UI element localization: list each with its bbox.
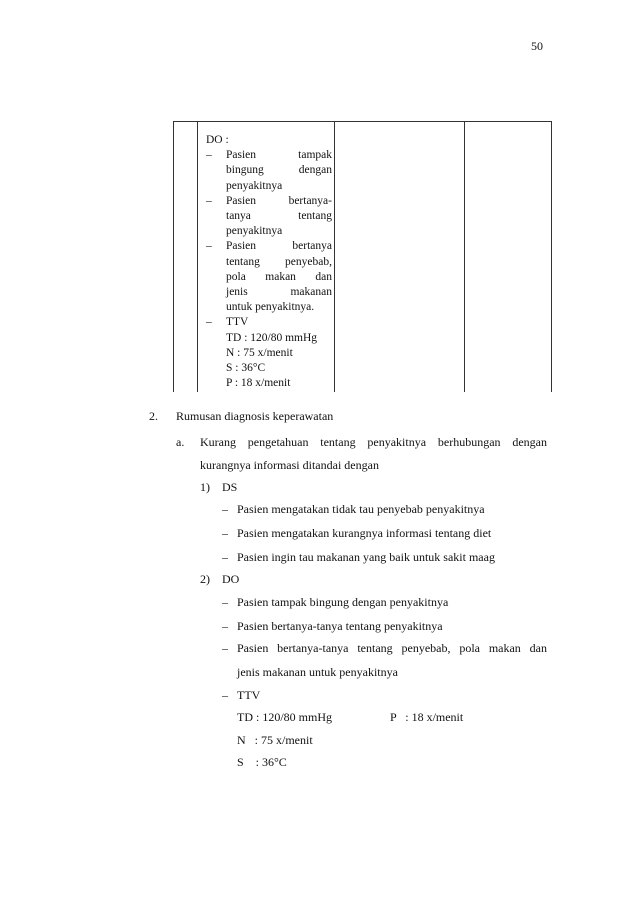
do-item: Pasien bertanya-tanya tentang penyakitnya bbox=[237, 619, 443, 633]
section-number: 2. bbox=[149, 409, 158, 423]
list-dash: – bbox=[222, 595, 228, 609]
ds-item: Pasien mengatakan kurangnya informasi tentang diet bbox=[237, 526, 492, 540]
table-top-border bbox=[173, 121, 552, 122]
do-label: DO bbox=[222, 572, 240, 586]
table-divider-1 bbox=[197, 121, 198, 392]
list-dash: – bbox=[222, 619, 228, 633]
ds-item: Pasien ingin tau makanan yang baik untuk sakit maag bbox=[237, 550, 495, 564]
list-dash: – bbox=[222, 550, 228, 564]
ttv-n: N : 75 x/menit bbox=[237, 733, 313, 747]
list-dash: – bbox=[222, 641, 228, 655]
do-item: – Pasien bertanya- tanya tentang penyakitnya bbox=[206, 194, 332, 238]
table-divider-3 bbox=[464, 121, 465, 392]
ds-number: 1) bbox=[200, 480, 210, 494]
list-dash: – bbox=[222, 688, 228, 702]
assessment-table bbox=[173, 121, 552, 392]
do-number: 2) bbox=[200, 572, 210, 586]
ds-item: Pasien mengatakan tidak tau penyebab penyakitnya bbox=[237, 502, 485, 516]
diagnosis-line-1: Kurang pengetahuan tentang penyakitnya berhubungan dengan bbox=[200, 435, 547, 449]
list-dash: – bbox=[222, 526, 228, 540]
item-letter: a. bbox=[176, 435, 185, 449]
ttv-td: TD : 120/80 mmHg bbox=[237, 710, 332, 724]
do-item-continuation: jenis makanan untuk penyakitnya bbox=[237, 665, 398, 679]
ds-label: DS bbox=[222, 480, 238, 494]
do-item: – Pasien tampak bingung dengan penyakitnya bbox=[206, 149, 332, 192]
do-heading: DO : bbox=[206, 134, 229, 146]
table-divider-2 bbox=[334, 121, 335, 392]
list-dash: – bbox=[222, 502, 228, 516]
table-border-left bbox=[173, 121, 174, 392]
page-number: 50 bbox=[531, 39, 543, 53]
section-title: Rumusan diagnosis keperawatan bbox=[176, 409, 334, 423]
do-cell bbox=[206, 133, 332, 391]
table-border-right bbox=[551, 121, 552, 392]
do-item: Pasien bertanya-tanya tentang penyebab, pola makan dan bbox=[237, 641, 547, 655]
do-item-ttv: – TTV TD : 120/80 mmHg N : 75 x/menit S : 36°C P : 18 x/menit bbox=[206, 316, 318, 390]
do-item: Pasien tampak bingung dengan penyakitnya bbox=[237, 595, 449, 609]
ttv-s: S : 36°C bbox=[237, 755, 287, 769]
diagnosis-line-2: kurangnya informasi ditandai dengan bbox=[200, 458, 379, 472]
do-item: – Pasien bertanya tentang penyebab, pola makan dan jenis makanan untuk penyakitnya. bbox=[206, 240, 332, 314]
ttv-p: P : 18 x/menit bbox=[390, 710, 464, 724]
ttv-label: TTV bbox=[237, 688, 261, 702]
